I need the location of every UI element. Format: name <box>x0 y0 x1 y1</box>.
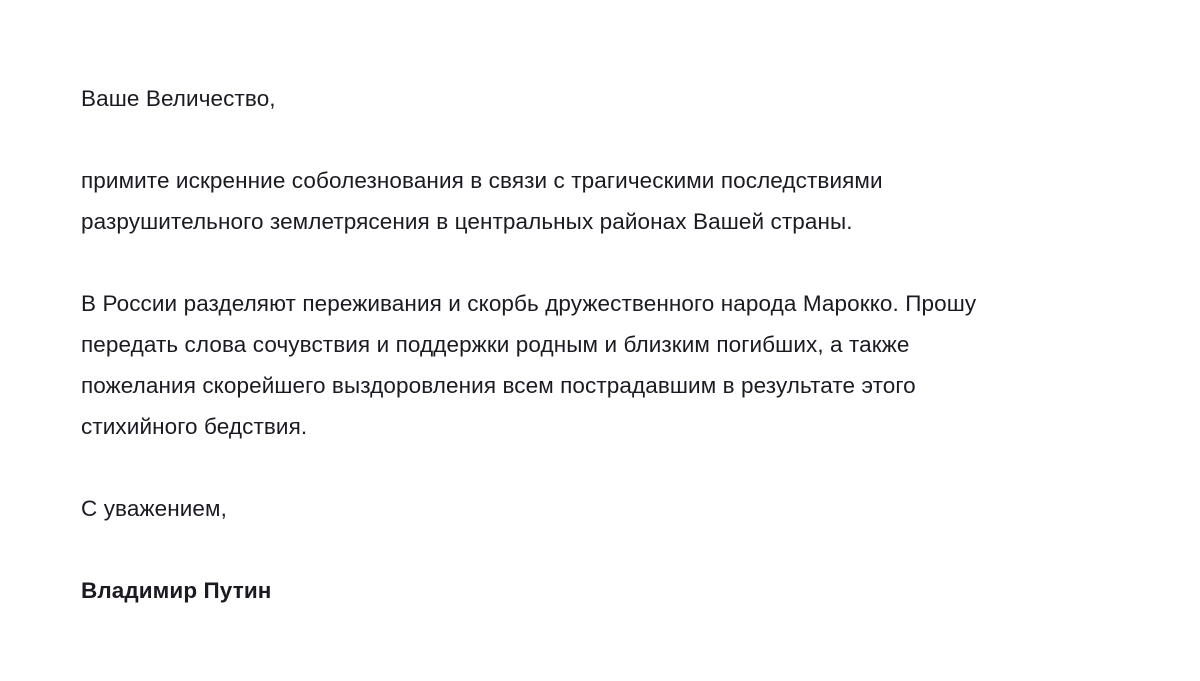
closing-text: С уважением, <box>81 496 227 521</box>
condolence-paragraph <box>81 160 1141 242</box>
signature-text: Владимир Путин <box>81 578 272 603</box>
paragraph-line: В России разделяют переживания и скорбь дружественного народа Марокко. Прошу <box>81 291 977 316</box>
salutation-text: Ваше Величество, <box>81 86 276 111</box>
paragraph-line: передать слова сочувствия и поддержки родным и близким погибших, а также <box>81 332 910 357</box>
paragraph-line: примите искренние соболезнования в связи с трагическими последствиями <box>81 168 883 193</box>
closing <box>81 488 1141 529</box>
sympathy-paragraph <box>81 283 1141 447</box>
salutation <box>81 78 1141 119</box>
paragraph-line: пожелания скорейшего выздоровления всем пострадавшим в результате этого <box>81 373 916 398</box>
paragraph-line: стихийного бедствия. <box>81 414 308 439</box>
letter-body <box>81 78 1141 611</box>
paragraph-line: разрушительного землетрясения в центральных районах Вашей страны. <box>81 209 853 234</box>
signature <box>81 570 1141 611</box>
